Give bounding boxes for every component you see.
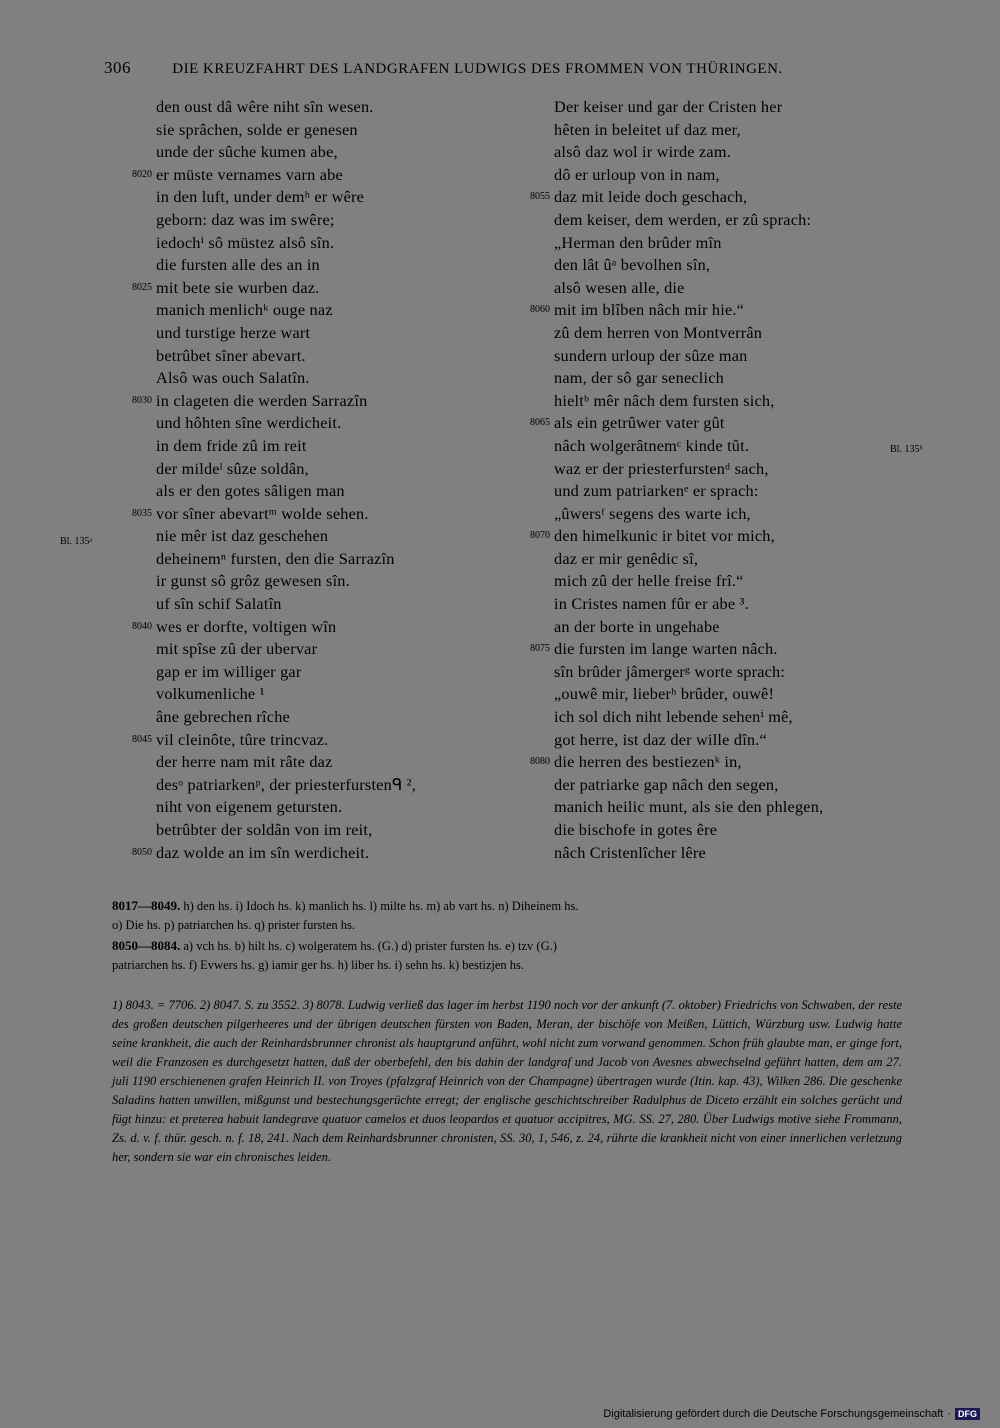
verse-line <box>156 751 536 774</box>
verse-text: mit spîse zû der ubervar <box>156 639 318 659</box>
verse-text: uf sîn schif Salatîn <box>156 594 282 614</box>
verse-text: unde der sûche kumen abe, <box>156 142 338 162</box>
verse-line <box>156 661 536 684</box>
verse-line <box>554 277 954 300</box>
verse-line <box>554 254 954 277</box>
verse-text: zû dem herren von Montverrân <box>554 322 763 342</box>
apparatus-text: a) vch hs. b) hilt hs. c) wolgeratem hs. (G.) d) prister fursten hs. e) tzv (G.) <box>183 939 557 953</box>
line-number: 8060 <box>530 304 550 316</box>
footer: Digitalisierung gefördert durch die Deutsche Forschungsgemeinschaft · DFG <box>603 1408 980 1420</box>
verse-text: sundern urloup der sûze man <box>554 345 748 365</box>
verse-line <box>132 729 536 752</box>
verse-line <box>554 796 954 819</box>
verse-text: dem keiser, dem werden, er zû sprach: <box>554 209 812 229</box>
verse-line <box>554 548 954 571</box>
verse-text: „ûwersᶠ segens des warte ich, <box>554 503 751 523</box>
verse-line <box>156 819 536 842</box>
verse-line <box>554 96 954 119</box>
verse-line <box>554 503 954 526</box>
verse-line <box>554 842 954 865</box>
footnotes: 1) 8043. = 7706. 2) 8047. S. zu 3552. 3) 8078. Ludwig verließ das lager im herbst 1190 noch vor der ankunft (7. oktober) Friedrichs von Schwaben, der reste des großen deutschen pilgerheeres und der übrigen deutschen fürsten von Baden, Meran, der bischöfe von Meißen, Lüttich, Würzburg usw. Ludwig hatte seine krankheit, die auch der Reinhardsbrunner chronist als hauptgrund anführt, wohl nicht zum vorwand genommen. Schon früh glaubte man, er ginge fort, weil die Franzosen es durchgesetzt hatten, daß der oberbefehl, den bis dahin der landgraf und Jacob von Avesnes abwechselnd geführt hatten, dem am 27. juli 1190 erschienenen grafen Heinrich II. von Troyes (pfalzgraf Heinrich von der Champagne) übertragen wurde (Itin. kap. 43), Wilken 286. Die geschenke Saladins hatten unwillen, mißgunst und bestechungsgerüchte erregt; der englische geschichtschreiber Radulphus de Diceto erzählt ein solches gerücht und fügt hinzu: et preterea habuit landegrave quatuor camelos et duos leopardos et quatuor accipitres, MG. SS. 27, 280. Über Ludwigs motive siehe Frommann, Zs. d. v. f. thür. gesch. n. f. 18, 241. Nach dem Reinhardsbrunner chronisten, SS. 30, 1, 546, z. 24, rührte die krankheit nicht von einer innerlichen verletzung her, sondern sie war ein chronisches leiden. <box>112 998 902 1164</box>
verse-line <box>156 796 536 819</box>
verse-text: an der borte in ungehabe <box>554 616 720 636</box>
verse-line <box>554 119 954 142</box>
verse-text: alsô daz wol ir wirde zam. <box>554 142 731 162</box>
verse-text: daz mit leide doch geschach, <box>554 187 748 207</box>
verse-text: der herre nam mit râte daz <box>156 752 333 772</box>
left-column <box>132 96 536 864</box>
verse-text: iedochⁱ sô müstez alsô sîn. <box>156 232 335 252</box>
line-number: 8020 <box>132 168 152 180</box>
verse-text: die fursten alle des an in <box>156 255 320 275</box>
line-number: 8035 <box>132 507 152 519</box>
verse-line <box>554 367 954 390</box>
verse-text: dô er urloup von in nam, <box>554 164 720 184</box>
verse-text: volkumenliche ¹ <box>156 684 265 704</box>
verse-text: den oust dâ wêre niht sîn wesen. <box>156 97 374 116</box>
verse-text: nie mêr ist daz geschehen <box>156 526 329 546</box>
verse-line <box>156 322 536 345</box>
verse-line <box>156 525 536 548</box>
verse-line <box>530 751 954 774</box>
verse-text: als er den gotes sâligen man <box>156 481 345 501</box>
verse-text: manich menlichᵏ ouge naz <box>156 300 333 320</box>
verse-text: gap er im williger gar <box>156 661 302 681</box>
verse-line <box>156 141 536 164</box>
verse-text: und zum patriarkenᵉ er sprach: <box>554 481 759 501</box>
verse-line <box>156 638 536 661</box>
verse-text: mit bete sie wurben daz. <box>156 277 320 297</box>
verse-line <box>156 96 536 119</box>
verse-text: Alsô was ouch Salatîn. <box>156 368 310 388</box>
verse-line <box>156 254 536 277</box>
verse-text: mit im blîben nâch mir hie.“ <box>554 300 745 320</box>
verse-line <box>156 774 536 797</box>
verse-line <box>554 390 954 413</box>
verse-line <box>554 322 954 345</box>
line-number: 8045 <box>132 733 152 745</box>
verse-line <box>554 774 954 797</box>
page-number: 306 <box>104 58 131 77</box>
verse-line <box>554 706 954 729</box>
verse-line <box>156 367 536 390</box>
line-number: 8080 <box>530 756 550 768</box>
verse-line <box>132 842 536 865</box>
apparatus-line: patriarchen hs. f) Evwers hs. g) iamir ger hs. h) liber hs. i) sehn hs. k) bestizjen hs. <box>112 958 525 972</box>
verse-line <box>530 186 954 209</box>
verse-text: manich heilic munt, als sie den phlegen, <box>554 797 824 817</box>
verse-line <box>156 570 536 593</box>
verse-text: vil cleinôte, tûre trincvaz. <box>156 729 329 749</box>
verse-line <box>554 164 954 187</box>
right-column <box>530 96 954 864</box>
verse-line <box>156 232 536 255</box>
verse-text: in den luft, under demʰ er wêre <box>156 187 365 207</box>
verse-text: die fursten im lange warten nâch. <box>554 639 778 659</box>
verse-text: hieltᵇ mêr nâch dem fursten sich, <box>554 390 775 410</box>
verse-line <box>132 616 536 639</box>
dfg-logo-icon: DFG <box>955 1408 980 1420</box>
verse-text: ir gunst sô grôz gewesen sîn. <box>156 571 350 591</box>
verse-text: deheinemⁿ fursten, den die Sarrazîn <box>156 548 395 568</box>
verse-line <box>156 119 536 142</box>
verse-text: und hôhten sîne werdicheit. <box>156 413 342 433</box>
verse-text: daz wolde an im sîn werdicheit. <box>156 842 370 862</box>
verse-text: der mildeˡ sûze soldân, <box>156 458 309 478</box>
line-number: 8055 <box>530 191 550 203</box>
verse-text: got herre, ist daz der wille dîn.“ <box>554 729 767 749</box>
verse-line <box>132 390 536 413</box>
verse-text: in clageten die werden Sarrazîn <box>156 390 368 410</box>
verse-text: âne gebrechen rîche <box>156 707 290 727</box>
verse-text: die bischofe in gotes êre <box>554 820 718 839</box>
verse-text: wes er dorfte, voltigen wîn <box>156 616 337 636</box>
verse-line <box>530 525 954 548</box>
verse-line <box>554 729 954 752</box>
verse-line <box>156 480 536 503</box>
verse-text: in dem fride zû im reit <box>156 435 307 455</box>
verse-text: betrûbter der soldân von im reit, <box>156 820 373 839</box>
verse-line <box>132 164 536 187</box>
verse-line <box>156 186 536 209</box>
verse-line <box>554 661 954 684</box>
apparatus-lemma: 8017—8049. <box>112 898 181 913</box>
verse-text: vor sîner abevartᵐ wolde sehen. <box>156 503 369 523</box>
verse-line <box>530 638 954 661</box>
verse-text: „ouwê mir, lieberʰ brûder, ouwê! <box>554 684 775 704</box>
verse-text: ich sol dich niht lebende sehenⁱ mê, <box>554 707 793 727</box>
verse-text: Der keiser und gar der Cristen her <box>554 97 783 116</box>
verse-text: hêten in beleitet uf daz mer, <box>554 119 741 139</box>
line-number: 8030 <box>132 394 152 406</box>
folio-note-left: Bl. 135ᵃ <box>60 536 93 547</box>
verse-line <box>554 458 954 481</box>
line-number: 8070 <box>530 530 550 542</box>
apparatus-line <box>112 936 902 956</box>
verse-line <box>554 570 954 593</box>
verse-line <box>156 683 536 706</box>
verse-text: er müste vernames varn abe <box>156 164 343 184</box>
verse-line <box>530 412 954 435</box>
verse-text: die herren des bestiezenᵏ in, <box>554 752 742 772</box>
verse-text: den lât ûᵃ bevolhen sîn, <box>554 255 711 275</box>
verse-text: geborn: daz was im swêre; <box>156 209 335 229</box>
verse-line <box>554 209 954 232</box>
verse-text: nam, der sô gar seneclich <box>554 368 725 388</box>
verse-line <box>132 503 536 526</box>
running-title: DIE KREUZFAHRT DES LANDGRAFEN LUDWIGS DES FROMMEN VON THÜRINGEN. <box>172 61 783 77</box>
apparatus-block-1 <box>112 896 902 935</box>
line-number: 8065 <box>530 417 550 429</box>
verse-line <box>530 299 954 322</box>
verse-line <box>554 141 954 164</box>
verse-text: in Cristes namen fûr er abe ³. <box>554 594 749 614</box>
verse-line <box>554 593 954 616</box>
line-number: 8075 <box>530 643 550 655</box>
apparatus-line: o) Die hs. p) patriarchen hs. q) prister fursten hs. <box>112 918 355 932</box>
apparatus-line <box>112 896 902 916</box>
verse-line <box>554 819 954 842</box>
verse-line <box>554 480 954 503</box>
verse-text: nâch Cristenlîcher lêre <box>554 842 706 862</box>
verse-line <box>156 706 536 729</box>
verse-text: sîn brûder jâmergerᵍ worte sprach: <box>554 661 786 681</box>
verse-text: desᵒ patriarkenᵖ, der priesterfurstenᑫ ², <box>156 774 417 794</box>
verse-text: waz er der priesterfurstenᵈ sach, <box>554 458 769 478</box>
verse-line <box>156 299 536 322</box>
verse-line <box>554 345 954 368</box>
verse-text: alsô wesen alle, die <box>554 277 685 297</box>
verse-text: nâch wolgerâtnemᶜ kinde tût. <box>554 435 750 455</box>
verse-line <box>554 616 954 639</box>
verse-text: den himelkunic ir bitet vor mich, <box>554 526 775 546</box>
verse-line <box>156 412 536 435</box>
verse-text: als ein getrûwer vater gût <box>554 413 725 433</box>
verse-text: niht von eigenem getursten. <box>156 797 343 817</box>
apparatus-text: h) den hs. i) Idoch hs. k) manlich hs. l) milte hs. m) ab vart hs. n) Diheinem hs. <box>183 899 579 913</box>
line-number: 8025 <box>132 281 152 293</box>
verse-text: sie sprâchen, solde er genesen <box>156 119 358 139</box>
verse-text: mich zû der helle freise frî.“ <box>554 571 744 591</box>
verse-text: der patriarke gap nâch den segen, <box>554 774 779 794</box>
verse-line <box>554 683 954 706</box>
apparatus-block-2 <box>112 936 902 975</box>
verse-text: betrûbet sîner abevart. <box>156 345 306 365</box>
verse-text: „Herman den brûder mîn <box>554 232 722 252</box>
verse-line <box>156 548 536 571</box>
folio-note-right: Bl. 135ᵇ <box>890 444 923 455</box>
verse-text: daz er mir genêdic sî, <box>554 548 699 568</box>
line-number: 8040 <box>132 620 152 632</box>
verse-line <box>132 277 536 300</box>
verse-line <box>156 209 536 232</box>
verse-line <box>554 232 954 255</box>
verse-line <box>156 345 536 368</box>
page-header <box>104 58 844 78</box>
apparatus-lemma: 8050—8084. <box>112 938 181 953</box>
footer-text: Digitalisierung gefördert durch die Deutsche Forschungsgemeinschaft <box>603 1408 944 1420</box>
line-number: 8050 <box>132 846 152 858</box>
verse-line <box>156 458 536 481</box>
verse-line <box>156 435 536 458</box>
verse-text: und turstige herze wart <box>156 322 311 342</box>
verse-line <box>156 593 536 616</box>
